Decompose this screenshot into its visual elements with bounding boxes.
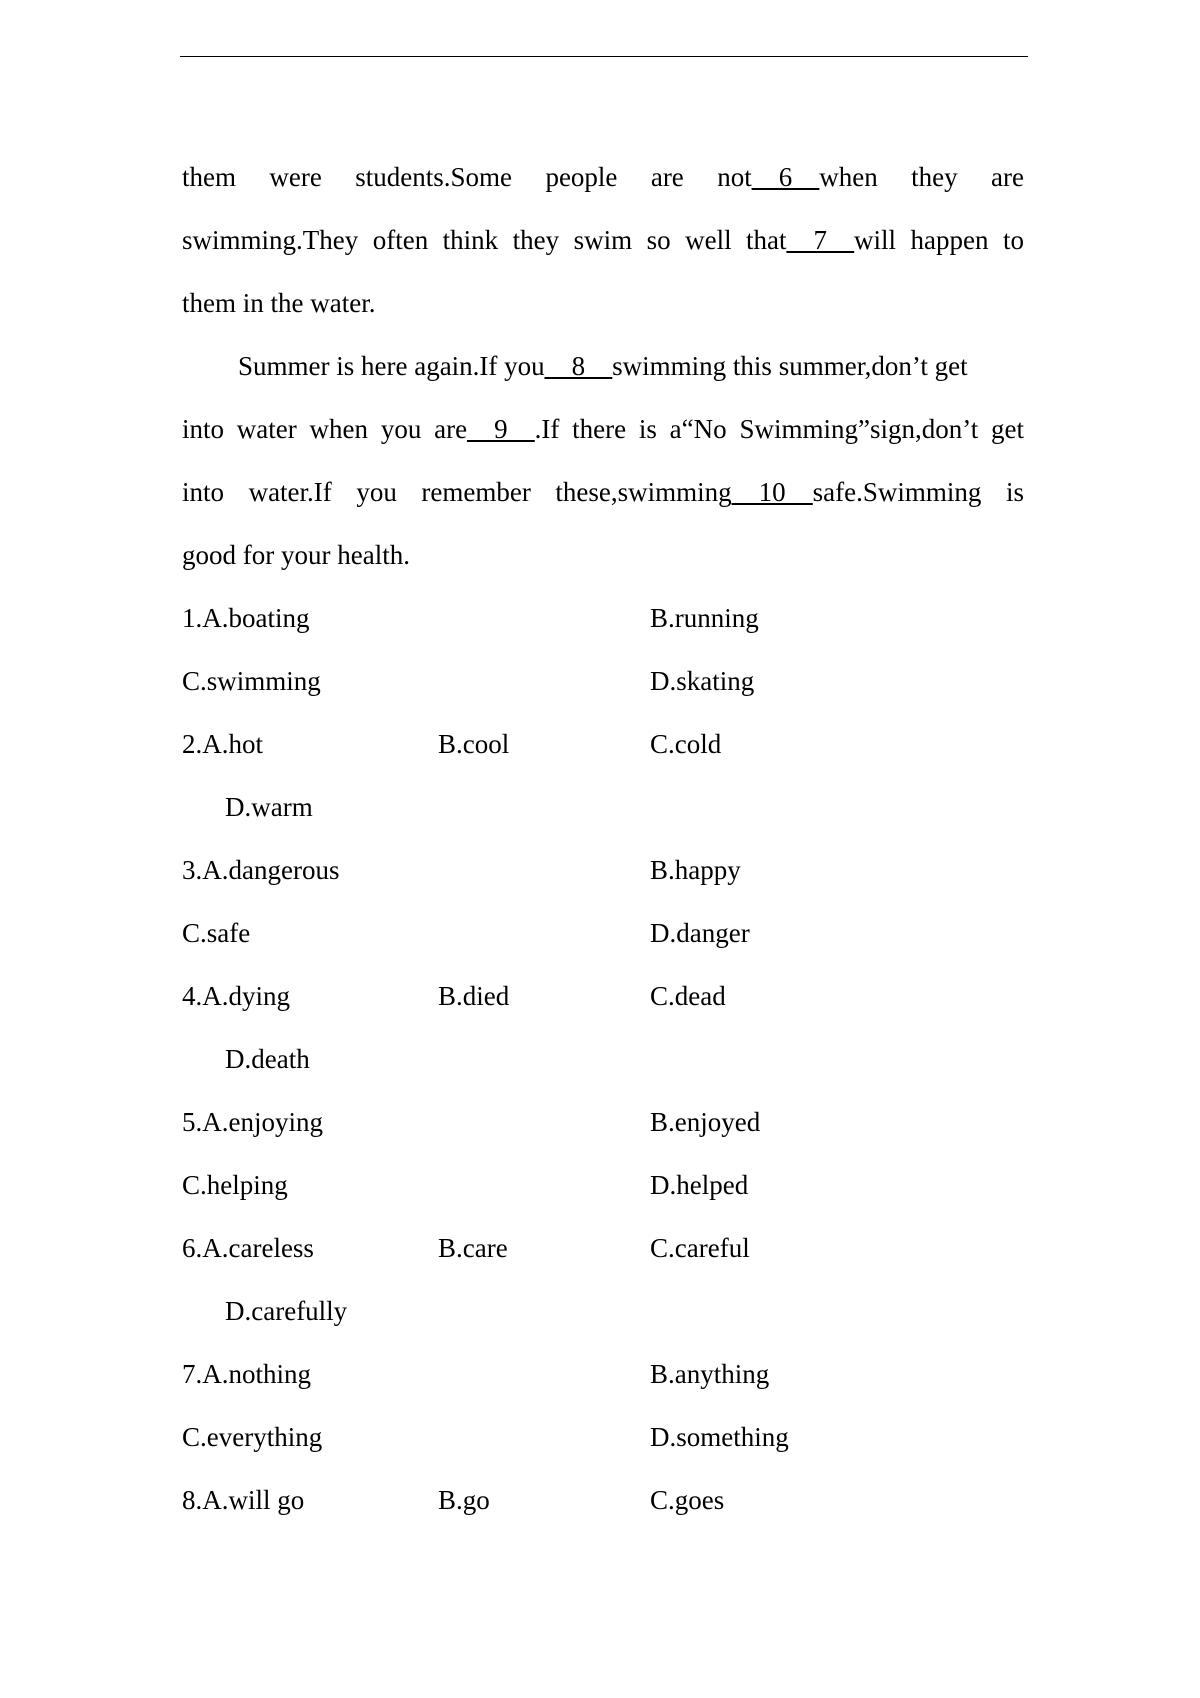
question-row — [182, 1217, 1024, 1280]
question-row — [182, 650, 1024, 713]
passage-text: swimming this summer,don’t get — [612, 351, 968, 381]
option-c: C.careful — [650, 1233, 750, 1263]
passage-line: them in the water. — [182, 288, 376, 318]
blank-10: __10__ — [731, 477, 813, 507]
option-b: B.running — [650, 603, 759, 633]
question-row — [182, 1406, 1024, 1469]
question-row — [182, 713, 1024, 776]
option-b: B.died — [438, 981, 510, 1011]
option-a: 5.A.enjoying — [182, 1107, 323, 1137]
passage-text: swimming.They often think they swim so well that — [182, 225, 787, 255]
passage-line — [182, 146, 1024, 209]
passage-line — [182, 461, 1024, 524]
passage-line — [182, 335, 1024, 398]
question-row — [182, 587, 1024, 650]
option-a: 3.A.dangerous — [182, 855, 340, 885]
option-d: D.skating — [650, 666, 755, 696]
option-b: B.cool — [438, 729, 510, 759]
passage — [182, 146, 1024, 587]
question-row — [182, 776, 1024, 839]
passage-line — [182, 398, 1024, 461]
question-row — [182, 1154, 1024, 1217]
passage-text: into water.If you remember these,swimming — [182, 477, 732, 507]
option-b: B.enjoyed — [650, 1107, 761, 1137]
option-b: B.care — [438, 1233, 508, 1263]
option-c: C.swimming — [182, 666, 321, 696]
option-a: 7.A.nothing — [182, 1359, 312, 1389]
option-c: C.cold — [650, 729, 722, 759]
blank-9: __9__ — [467, 414, 535, 444]
option-d: D.something — [650, 1422, 789, 1452]
question-row — [182, 902, 1024, 965]
document-body — [182, 146, 1024, 1532]
question-row — [182, 1280, 1024, 1343]
option-c: C.helping — [182, 1170, 288, 1200]
option-a: 2.A.hot — [182, 729, 263, 759]
option-a: 6.A.careless — [182, 1233, 314, 1263]
option-d: D.warm — [225, 792, 313, 822]
question-row — [182, 839, 1024, 902]
blank-8: __8__ — [544, 351, 613, 381]
passage-text: when they are — [819, 162, 1024, 192]
option-d: D.danger — [650, 918, 750, 948]
option-c: C.safe — [182, 918, 251, 948]
option-d: D.death — [225, 1044, 310, 1074]
option-b: B.go — [438, 1485, 490, 1515]
blank-7: __7__ — [786, 225, 855, 255]
blank-6: __6__ — [751, 162, 820, 192]
passage-text: .If there is a“No Swimming”sign,don’t get — [534, 414, 1024, 444]
option-d: D.carefully — [225, 1296, 348, 1326]
question-row — [182, 1343, 1024, 1406]
question-row — [182, 1028, 1024, 1091]
passage-line: good for your health. — [182, 540, 410, 570]
passage-text: Summer is here again.If you — [238, 351, 545, 381]
passage-text: will happen to — [854, 225, 1024, 255]
question-row — [182, 1091, 1024, 1154]
passage-text: into water when you are — [182, 414, 468, 444]
passage-text: them were students.Some people are not — [182, 162, 752, 192]
question-row — [182, 1469, 1024, 1532]
option-b: B.happy — [650, 855, 741, 885]
option-a: 8.A.will go — [182, 1485, 305, 1515]
option-a: 1.A.boating — [182, 603, 310, 633]
passage-line — [182, 209, 1024, 272]
header-rule — [180, 56, 1028, 57]
option-a: 4.A.dying — [182, 981, 290, 1011]
question-list — [182, 587, 1024, 1532]
option-b: B.anything — [650, 1359, 770, 1389]
question-row — [182, 965, 1024, 1028]
option-c: C.dead — [650, 981, 726, 1011]
option-c: C.everything — [182, 1422, 323, 1452]
option-d: D.helped — [650, 1170, 749, 1200]
option-c: C.goes — [650, 1485, 725, 1515]
passage-text: safe.Swimming is — [812, 477, 1024, 507]
